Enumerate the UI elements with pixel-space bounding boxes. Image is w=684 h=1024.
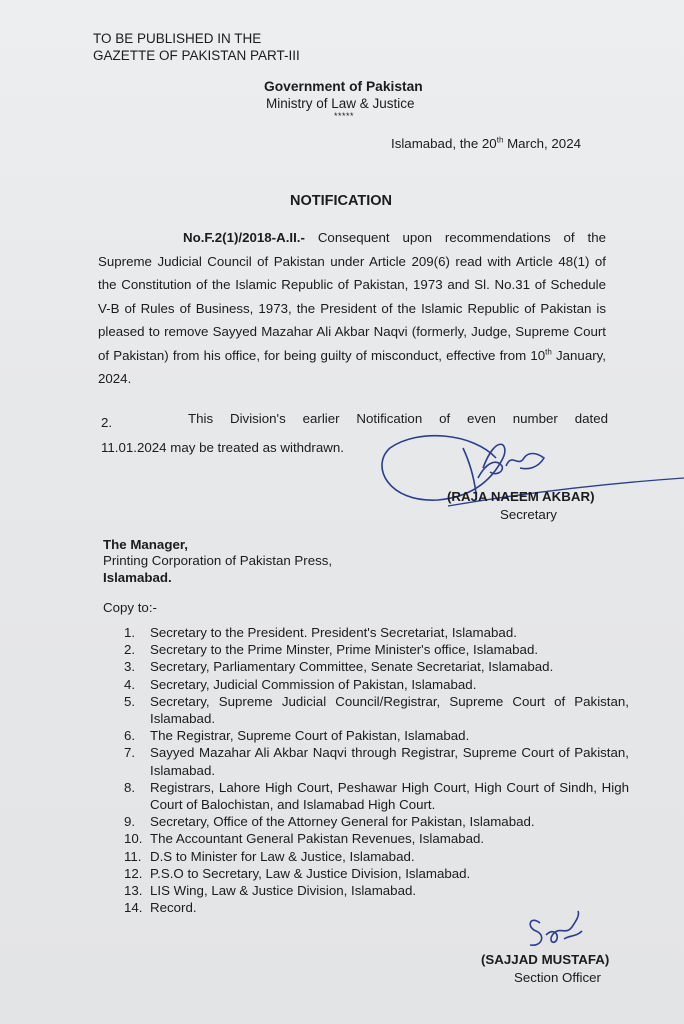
list-item: 7. Sayyed Mazahar Ali Akbar Naqvi through Registrar, Supreme Court of Pakistan, Islamabad. (124, 745, 629, 778)
secretary-name: (RAJA NAEEM AKBAR) (447, 489, 595, 504)
list-item: 8. Registrars, Lahore High Court, Peshawar High Court, High Court of Sindh, High Court of Balochistan, and Islamabad High Court. (124, 779, 629, 813)
government-title: Government of Pakistan (264, 79, 423, 94)
paragraph-2-line-1: This Division's earlier Notification of even number dated (188, 411, 608, 426)
list-item: 9. Secretary, Office of the Attorney General for Pakistan, Islamabad. (124, 814, 535, 830)
section-officer-title: Section Officer (514, 970, 601, 985)
secretary-title: Secretary (500, 507, 557, 522)
list-item: 4. Secretary, Judicial Commission of Pakistan, Islamabad. (124, 676, 477, 692)
stars-divider: ***** (334, 111, 355, 121)
list-item: 3. Secretary, Parliamentary Committee, Senate Secretariat, Islamabad. (124, 659, 554, 675)
list-item: 2. Secretary to the Prime Minster, Prime Minister's office, Islamabad. (124, 642, 539, 658)
list-item: 13. LIS Wing, Law & Justice Division, Islamabad. (124, 883, 417, 899)
paragraph-2-number: 2. (101, 415, 113, 430)
list-item: 6. The Registrar, Supreme Court of Pakistan, Islamabad. (124, 728, 470, 744)
reference-number: No.F.2(1)/2018-A.II.- (183, 230, 305, 245)
addressee-line-2: Printing Corporation of Pakistan Press, (103, 553, 333, 568)
copy-to-label: Copy to:- (103, 600, 157, 615)
notification-title: NOTIFICATION (290, 193, 393, 209)
addressee-line-1: The Manager, (103, 537, 188, 552)
copy-to-list (124, 624, 629, 916)
list-item: 5. Secretary, Supreme Judicial Council/Registrar, Supreme Court of Pakistan, Islamabad. (124, 693, 629, 727)
ministry-title: Ministry of Law & Justice (266, 96, 415, 111)
publish-line-2: GAZETTE OF PAKISTAN PART-III (93, 48, 300, 63)
list-item: 1. Secretary to the President. President's Secretariat, Islamabad. (124, 625, 517, 640)
list-item: 14. Record. (124, 900, 197, 916)
section-officer-name: (SAJJAD MUSTAFA) (481, 952, 610, 967)
list-item: 11. D.S to Minister for Law & Justice, Islamabad. (124, 848, 415, 864)
section-officer-signature (520, 905, 590, 955)
list-item: 10. The Accountant General Pakistan Revenues, Islamabad. (124, 831, 485, 847)
notification-paragraph-1: No.F.2(1)/2018-A.II.- Consequent upon recommendations of the Supreme Judicial Council of Pakistan under Article 209(6) read with Article 48(1) of the Constitution of the Islamic Republic of Pakistan, 1973 and Sl. No.31 of Schedule V-B of Rules of Business, 1973, the President of the Islamic Republic of Pakistan is pleased to remove Sayyed Mazahar Ali Akbar Naqvi (formerly, Judge, Supreme Court of Pakistan) from his office, for being guilty of misconduct, effective from 10th January, 2024. (98, 230, 606, 386)
paragraph-2-line-2: 11.01.2024 may be treated as withdrawn. (101, 440, 344, 455)
date-line: Islamabad, the 20th March, 2024 (391, 135, 581, 151)
addressee-line-3: Islamabad. (103, 570, 172, 585)
publish-line-1: TO BE PUBLISHED IN THE (93, 31, 262, 46)
list-item: 12. P.S.O to Secretary, Law & Justice Division, Islamabad. (124, 865, 471, 881)
